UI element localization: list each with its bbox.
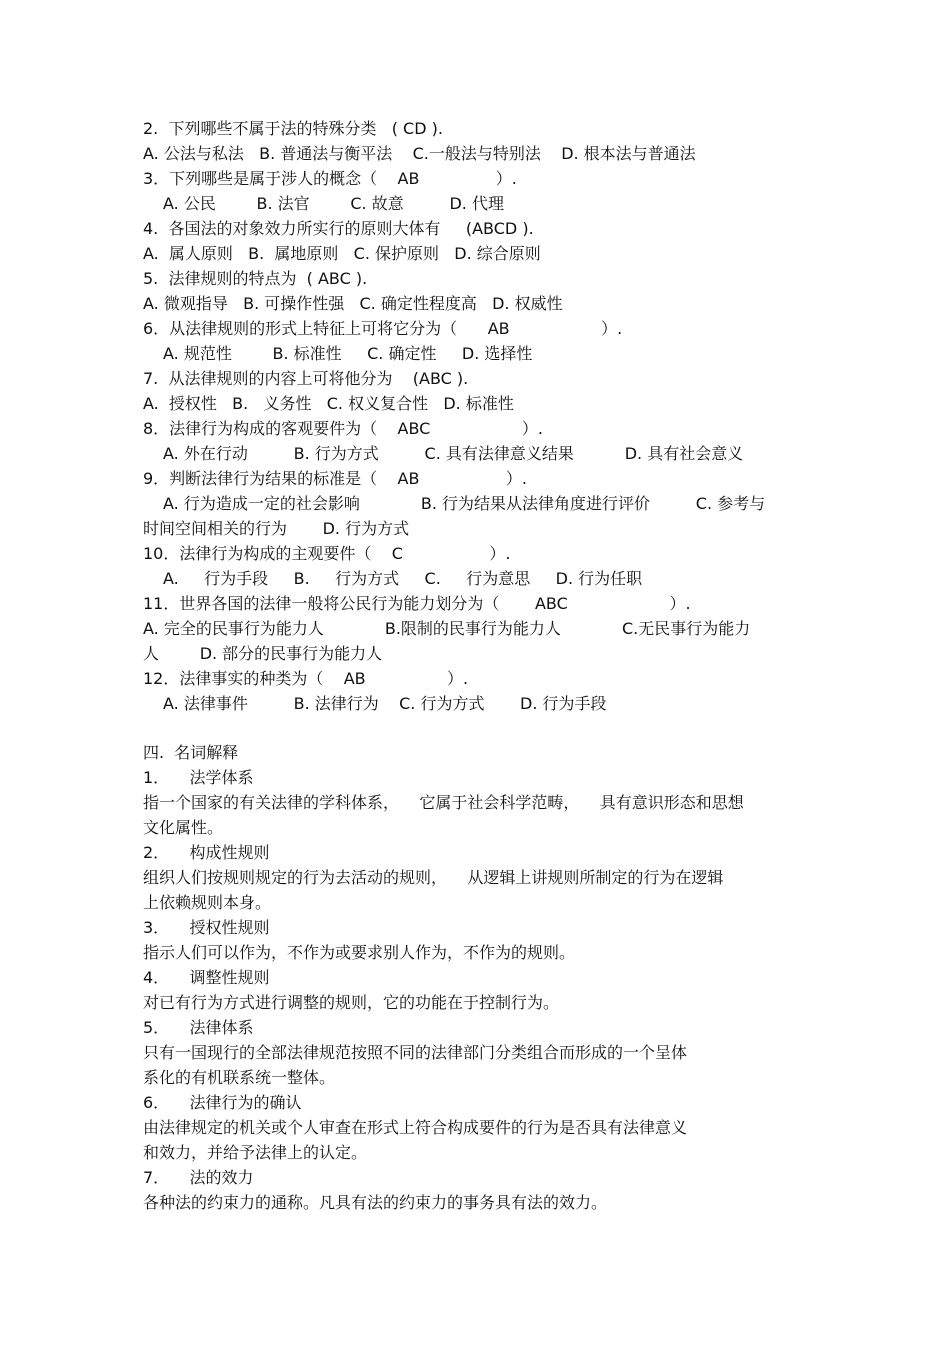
question-9-options: A. 行为造成一定的社会影响 B. 行为结果从法律角度进行评价 C. 参考与 (163, 494, 766, 513)
question-8-options: A. 外在行动 B. 行为方式 C. 具有法律意义结果 D. 具有社会意义 (163, 444, 744, 463)
definition-6: 由法律规定的机关或个人审查在形式上符合构成要件的行为是否具有法律意义 (143, 1118, 688, 1137)
question-4: 4. 各国法的对象效力所实行的原则大体有 (ABCD ). (143, 219, 534, 238)
question-5-options: A. 微观指导 B. 可操作性强 C. 确定性程度高 D. 权威性 (143, 294, 563, 313)
question-7: 7. 从法律规则的内容上可将他分为 (ABC ). (143, 369, 469, 388)
question-11-options: A. 完全的民事行为能力人 B.限制的民事行为能力人 C.无民事行为能力 (143, 619, 751, 638)
term-4: 4． 调整性规则 (143, 968, 270, 987)
definition-7: 各种法的约束力的通称。凡具有法的约束力的事务具有法的效力。 (143, 1193, 608, 1212)
definition-2: 组织人们按规则规定的行为去活动的规则， 从逻辑上讲规则所制定的行为在逻辑 (143, 868, 724, 887)
question-11: 11．世界各国的法律一般将公民行为能力划分为（ ABC ）. (143, 594, 691, 613)
question-4-options: A. 属人原则 B. 属地原则 C. 保护原则 D. 综合原则 (143, 244, 541, 263)
question-11-options-cont: 人 D. 部分的民事行为能力人 (143, 644, 383, 663)
definition-5: 只有一国现行的全部法律规范按照不同的法律部门分类组合而形成的一个呈体 (143, 1043, 688, 1062)
definition-1-cont: 文化属性。 (143, 818, 224, 837)
definition-4: 对已有行为方式进行调整的规则，它的功能在于控制行为。 (143, 993, 560, 1012)
question-5: 5. 法律规则的特点为 ( ABC ). (143, 269, 368, 288)
term-6: 6． 法律行为的确认 (143, 1093, 302, 1112)
definition-5-cont: 系化的有机联系统一整体。 (143, 1068, 336, 1087)
term-1: 1． 法学体系 (143, 768, 254, 787)
question-10-options: A. 行为手段 B. 行为方式 C. 行为意思 D. 行为任职 (163, 569, 643, 588)
question-7-options: A. 授权性 B. 义务性 C. 权义复合性 D. 标准性 (143, 394, 514, 413)
question-3: 3．下列哪些是属于涉人的概念（ AB ）. (143, 169, 517, 188)
question-2-options: A. 公法与私法 B. 普通法与衡平法 C.一般法与特别法 D. 根本法与普通法 (143, 144, 696, 163)
term-5: 5． 法律体系 (143, 1018, 254, 1037)
definition-6-cont: 和效力，并给予法律上的认定。 (143, 1143, 368, 1162)
question-10: 10．法律行为构成的主观要件（ C ）. (143, 544, 511, 563)
question-3-options: A. 公民 B. 法官 C. 故意 D. 代理 (163, 194, 504, 213)
definition-2-cont: 上依赖规则本身。 (143, 893, 272, 912)
question-12-options: A. 法律事件 B. 法律行为 C. 行为方式 D. 行为手段 (163, 694, 607, 713)
question-6: 6．从法律规则的形式上特征上可将它分为（ AB ）. (143, 319, 623, 338)
question-9-options-cont: 时间空间相关的行为 D. 行为方式 (143, 519, 410, 538)
definition-3: 指示人们可以作为，不作为或要求别人作为，不作为的规则。 (143, 943, 576, 962)
question-12: 12．法律事实的种类为（ AB ）. (143, 669, 469, 688)
question-2: 2. 下列哪些不属于法的特殊分类 ( CD ). (143, 119, 443, 138)
question-6-options: A. 规范性 B. 标准性 C. 确定性 D. 选择性 (163, 344, 533, 363)
term-3: 3． 授权性规则 (143, 918, 270, 937)
question-9: 9．判断法律行为结果的标准是（ AB ）. (143, 469, 527, 488)
term-2: 2． 构成性规则 (143, 843, 270, 862)
definition-1: 指一个国家的有关法律的学科体系， 它属于社会科学范畴， 具有意识形态和思想 (143, 793, 744, 812)
section-heading: 四. 名词解释 (143, 743, 239, 762)
term-7: 7． 法的效力 (143, 1168, 254, 1187)
question-8: 8．法律行为构成的客观要件为（ ABC ）. (143, 419, 543, 438)
